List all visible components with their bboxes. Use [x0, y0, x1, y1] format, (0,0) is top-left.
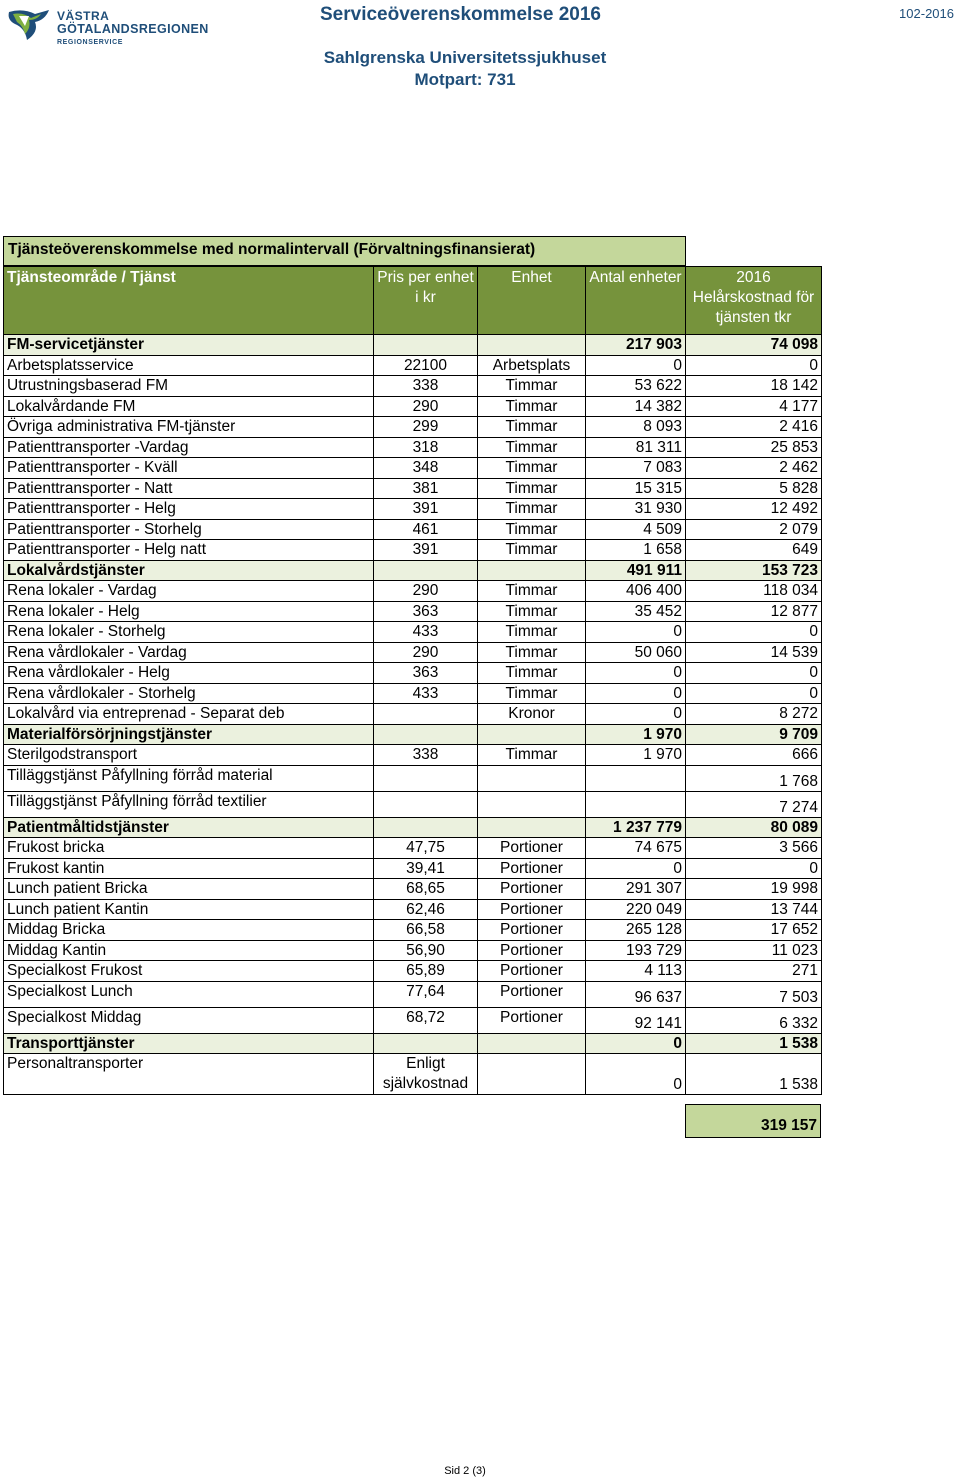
cost-cell: 18 142	[686, 376, 822, 397]
cost-cell: 6 332	[686, 1007, 822, 1033]
service-name-cell: Patienttransporter - Helg	[4, 499, 374, 520]
cost-cell: 9 709	[686, 724, 822, 745]
vgr-emblem-icon	[5, 6, 55, 44]
unit-cell	[478, 335, 586, 356]
price-cell: 363	[374, 663, 478, 684]
table-row	[4, 920, 822, 941]
unit-cell: Timmar	[478, 642, 586, 663]
price-cell: 391	[374, 499, 478, 520]
page-subtitle-organization: Sahlgrenska Universitetssjukhuset	[323, 48, 607, 67]
count-cell: 96 637	[586, 981, 686, 1007]
price-cell	[374, 704, 478, 725]
service-name-cell: Middag Bricka	[4, 920, 374, 941]
count-cell: 0	[586, 1054, 686, 1095]
unit-cell: Portioner	[478, 981, 586, 1007]
table-row	[4, 581, 822, 602]
count-cell: 1 970	[586, 745, 686, 766]
unit-cell: Timmar	[478, 745, 586, 766]
service-name-cell: Lunch patient Kantin	[4, 899, 374, 920]
count-cell: 491 911	[586, 560, 686, 581]
count-cell	[586, 765, 686, 791]
cost-cell: 153 723	[686, 560, 822, 581]
price-cell: 47,75	[374, 838, 478, 859]
price-cell: 318	[374, 437, 478, 458]
price-cell	[374, 724, 478, 745]
table-row	[4, 376, 822, 397]
cost-cell: 17 652	[686, 920, 822, 941]
page-title: Serviceöverenskommelse 2016	[320, 4, 601, 25]
service-name-cell: Lokalvårdstjänster	[4, 560, 374, 581]
service-name-cell: Patientmåltidstjänster	[4, 817, 374, 838]
count-cell: 193 729	[586, 940, 686, 961]
cost-cell: 666	[686, 745, 822, 766]
cost-cell: 3 566	[686, 838, 822, 859]
unit-cell: Portioner	[478, 899, 586, 920]
service-name-cell: Patienttransporter - Storhelg	[4, 519, 374, 540]
price-cell: 68,65	[374, 879, 478, 900]
count-cell: 15 315	[586, 478, 686, 499]
cost-cell: 2 079	[686, 519, 822, 540]
count-cell: 4 509	[586, 519, 686, 540]
price-cell	[374, 817, 478, 838]
service-name-cell: Patienttransporter - Helg natt	[4, 540, 374, 561]
cost-cell: 7 274	[686, 791, 822, 817]
unit-cell	[478, 817, 586, 838]
table-row	[4, 961, 822, 982]
service-name-cell: Patienttransporter - Natt	[4, 478, 374, 499]
section-row	[4, 560, 822, 581]
cost-cell: 74 098	[686, 335, 822, 356]
count-cell: 291 307	[586, 879, 686, 900]
unit-cell: Timmar	[478, 458, 586, 479]
table-row	[4, 540, 822, 561]
logo-line3: REGIONSERVICE	[57, 39, 124, 46]
service-name-cell: Tilläggstjänst Påfyllning förråd textilier	[4, 791, 374, 817]
cost-cell: 7 503	[686, 981, 822, 1007]
table-row	[4, 663, 822, 684]
vgr-logo	[5, 6, 220, 44]
price-cell: 66,58	[374, 920, 478, 941]
unit-cell: Timmar	[478, 376, 586, 397]
service-name-cell: Rena vårdlokaler - Storhelg	[4, 683, 374, 704]
count-cell: 31 930	[586, 499, 686, 520]
service-name-cell: Patienttransporter -Vardag	[4, 437, 374, 458]
service-name-cell: Specialkost Middag	[4, 1007, 374, 1033]
unit-cell	[478, 724, 586, 745]
price-cell: 433	[374, 683, 478, 704]
service-name-cell: Specialkost Lunch	[4, 981, 374, 1007]
table-row	[4, 499, 822, 520]
cost-cell: 118 034	[686, 581, 822, 602]
service-name-cell: Arbetsplatsservice	[4, 355, 374, 376]
price-cell: 39,41	[374, 858, 478, 879]
price-cell: 65,89	[374, 961, 478, 982]
count-cell: 7 083	[586, 458, 686, 479]
unit-cell: Timmar	[478, 437, 586, 458]
table-row	[4, 838, 822, 859]
table-row	[4, 458, 822, 479]
service-name-cell: Materialförsörjningstjänster	[4, 724, 374, 745]
service-name-cell: Tilläggstjänst Påfyllning förråd material	[4, 765, 374, 791]
unit-cell: Timmar	[478, 478, 586, 499]
count-cell: 265 128	[586, 920, 686, 941]
table-row	[4, 858, 822, 879]
col-header-cost: 2016 Helårskostnad för tjänsten tkr	[686, 267, 822, 335]
service-name-cell: Transporttjänster	[4, 1033, 374, 1054]
unit-cell: Timmar	[478, 540, 586, 561]
unit-cell	[478, 765, 586, 791]
cost-cell: 271	[686, 961, 822, 982]
cost-cell: 4 177	[686, 396, 822, 417]
table-row	[4, 704, 822, 725]
unit-cell: Portioner	[478, 920, 586, 941]
price-cell: 338	[374, 376, 478, 397]
cost-cell: 5 828	[686, 478, 822, 499]
unit-cell: Timmar	[478, 519, 586, 540]
count-cell: 14 382	[586, 396, 686, 417]
count-cell: 4 113	[586, 961, 686, 982]
count-cell	[586, 791, 686, 817]
cost-cell: 2 416	[686, 417, 822, 438]
cost-cell: 2 462	[686, 458, 822, 479]
service-name-cell: Lokalvårdande FM	[4, 396, 374, 417]
price-cell	[374, 1033, 478, 1054]
section-row	[4, 817, 822, 838]
grand-total-value: 319 157	[760, 1117, 817, 1134]
page-footer: Sid 2 (3)	[444, 1465, 486, 1477]
logo-line2: GÖTALANDSREGIONEN	[57, 22, 209, 36]
unit-cell: Kronor	[478, 704, 586, 725]
count-cell: 1 658	[586, 540, 686, 561]
table-row	[4, 622, 822, 643]
unit-cell: Timmar	[478, 581, 586, 602]
unit-cell: Portioner	[478, 858, 586, 879]
unit-cell: Portioner	[478, 961, 586, 982]
table-row	[4, 791, 822, 817]
count-cell: 74 675	[586, 838, 686, 859]
grand-total	[685, 1104, 821, 1138]
cost-cell: 25 853	[686, 437, 822, 458]
count-cell: 8 093	[586, 417, 686, 438]
table-row	[4, 981, 822, 1007]
unit-cell: Timmar	[478, 396, 586, 417]
cost-cell: 1 768	[686, 765, 822, 791]
cost-cell: 80 089	[686, 817, 822, 838]
count-cell: 53 622	[586, 376, 686, 397]
col-header-service: Tjänsteområde / Tjänst	[4, 267, 374, 335]
section-row	[4, 335, 822, 356]
count-cell: 0	[586, 355, 686, 376]
price-cell	[374, 765, 478, 791]
unit-cell	[478, 560, 586, 581]
count-cell: 0	[586, 1033, 686, 1054]
count-cell: 81 311	[586, 437, 686, 458]
cost-cell: 12 492	[686, 499, 822, 520]
count-cell: 1 970	[586, 724, 686, 745]
cost-cell: 0	[686, 355, 822, 376]
price-cell	[374, 560, 478, 581]
unit-cell	[478, 1054, 586, 1095]
document-number: 102-2016	[899, 6, 954, 21]
price-cell: 290	[374, 642, 478, 663]
logo-line1: VÄSTRA	[57, 9, 110, 23]
service-name-cell: Patienttransporter - Kväll	[4, 458, 374, 479]
band-title-text: Tjänsteöverenskommelse med normalintervall (Förvaltningsfinansierat)	[8, 241, 536, 258]
table-row	[4, 879, 822, 900]
unit-cell: Timmar	[478, 417, 586, 438]
unit-cell: Timmar	[478, 601, 586, 622]
table-row	[4, 765, 822, 791]
service-name-cell: Frukost bricka	[4, 838, 374, 859]
table-row	[4, 940, 822, 961]
page-subtitle-counterparty: Motpart: 731	[414, 70, 516, 89]
count-cell: 0	[586, 683, 686, 704]
service-name-cell: Utrustningsbaserad FM	[4, 376, 374, 397]
price-cell: 77,64	[374, 981, 478, 1007]
col-header-count: Antal enheter	[586, 267, 686, 335]
price-cell: 433	[374, 622, 478, 643]
count-cell: 50 060	[586, 642, 686, 663]
count-cell: 217 903	[586, 335, 686, 356]
count-cell: 35 452	[586, 601, 686, 622]
price-cell: 290	[374, 581, 478, 602]
cost-cell: 19 998	[686, 879, 822, 900]
cost-cell: 12 877	[686, 601, 822, 622]
cost-cell: 0	[686, 683, 822, 704]
service-name-cell: Rena lokaler - Helg	[4, 601, 374, 622]
price-cell: 56,90	[374, 940, 478, 961]
service-name-cell: Övriga administrativa FM-tjänster	[4, 417, 374, 438]
price-cell: 348	[374, 458, 478, 479]
table-row	[4, 478, 822, 499]
service-name-cell: FM-servicetjänster	[4, 335, 374, 356]
unit-cell: Timmar	[478, 663, 586, 684]
table-row	[4, 396, 822, 417]
section-row	[4, 1033, 822, 1054]
price-cell: 62,46	[374, 899, 478, 920]
unit-cell: Portioner	[478, 879, 586, 900]
section-row	[4, 724, 822, 745]
service-name-cell: Rena vårdlokaler - Helg	[4, 663, 374, 684]
price-cell: Enligt självkostnad	[374, 1054, 478, 1095]
count-cell: 0	[586, 622, 686, 643]
col-header-price: Pris per enhet i kr	[374, 267, 478, 335]
cost-cell: 0	[686, 622, 822, 643]
cost-cell: 11 023	[686, 940, 822, 961]
price-cell: 381	[374, 478, 478, 499]
service-name-cell: Lunch patient Bricka	[4, 879, 374, 900]
service-name-cell: Sterilgodstransport	[4, 745, 374, 766]
price-cell: 391	[374, 540, 478, 561]
service-name-cell: Rena lokaler - Vardag	[4, 581, 374, 602]
cost-cell: 0	[686, 663, 822, 684]
table-row	[4, 683, 822, 704]
unit-cell	[478, 1033, 586, 1054]
count-cell: 220 049	[586, 899, 686, 920]
column-header-row	[4, 267, 822, 335]
table-row	[4, 1007, 822, 1033]
col-header-unit: Enhet	[478, 267, 586, 335]
cost-cell: 1 538	[686, 1033, 822, 1054]
unit-cell: Timmar	[478, 683, 586, 704]
unit-cell: Portioner	[478, 1007, 586, 1033]
price-cell: 363	[374, 601, 478, 622]
service-name-cell: Lokalvård via entreprenad - Separat deb	[4, 704, 374, 725]
table-row	[4, 519, 822, 540]
table-row	[4, 601, 822, 622]
price-cell: 68,72	[374, 1007, 478, 1033]
price-cell	[374, 791, 478, 817]
service-name-cell: Frukost kantin	[4, 858, 374, 879]
cost-cell: 8 272	[686, 704, 822, 725]
count-cell: 0	[586, 858, 686, 879]
unit-cell	[478, 791, 586, 817]
service-name-cell: Personaltransporter	[4, 1054, 374, 1095]
unit-cell: Timmar	[478, 499, 586, 520]
table-band-title	[3, 236, 686, 266]
count-cell: 0	[586, 704, 686, 725]
unit-cell: Portioner	[478, 838, 586, 859]
price-cell: 22100	[374, 355, 478, 376]
cost-cell: 1 538	[686, 1054, 822, 1095]
count-cell: 1 237 779	[586, 817, 686, 838]
cost-cell: 14 539	[686, 642, 822, 663]
price-cell: 461	[374, 519, 478, 540]
table-row	[4, 437, 822, 458]
service-name-cell: Rena lokaler - Storhelg	[4, 622, 374, 643]
price-cell: 338	[374, 745, 478, 766]
price-cell: 299	[374, 417, 478, 438]
table-row	[4, 1054, 822, 1095]
price-cell: 290	[374, 396, 478, 417]
table-row	[4, 745, 822, 766]
service-name-cell: Middag Kantin	[4, 940, 374, 961]
unit-cell: Timmar	[478, 622, 586, 643]
count-cell: 406 400	[586, 581, 686, 602]
table-row	[4, 417, 822, 438]
price-cell	[374, 335, 478, 356]
table-row	[4, 355, 822, 376]
count-cell: 92 141	[586, 1007, 686, 1033]
service-name-cell: Rena vårdlokaler - Vardag	[4, 642, 374, 663]
cost-cell: 13 744	[686, 899, 822, 920]
unit-cell: Arbetsplats	[478, 355, 586, 376]
cost-cell: 0	[686, 858, 822, 879]
table-row	[4, 642, 822, 663]
service-table	[3, 266, 822, 1095]
unit-cell: Portioner	[478, 940, 586, 961]
count-cell: 0	[586, 663, 686, 684]
cost-cell: 649	[686, 540, 822, 561]
service-name-cell: Specialkost Frukost	[4, 961, 374, 982]
table-row	[4, 899, 822, 920]
